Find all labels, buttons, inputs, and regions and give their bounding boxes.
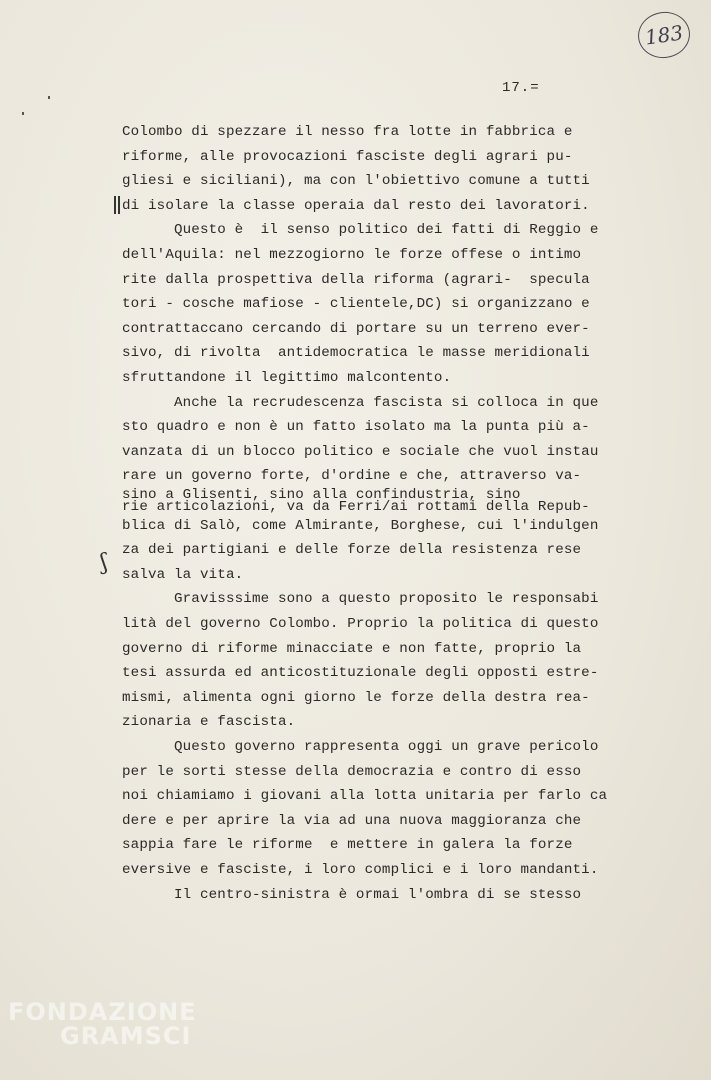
- text-line: za dei partigiani e delle forze della resistenza rese: [122, 542, 582, 559]
- text-line: blica di Salò, come Almirante, Borghese, cui l'indulgen: [122, 517, 599, 534]
- text-line: Gravisssime sono a questo proposito le responsabi: [122, 591, 599, 608]
- text-line: contrattaccano cercando di portare su un terreno ever-: [122, 320, 590, 337]
- text-line: governo di riforme minacciate e non fatte, proprio la: [122, 640, 582, 657]
- typed-text-body: [122, 120, 608, 907]
- archive-number: 183: [643, 20, 685, 50]
- page-number: 17.=: [502, 80, 540, 96]
- watermark-line-1: FONDAZIONE: [8, 998, 197, 1026]
- text-line: lità del governo Colombo. Proprio la politica di questo: [122, 616, 599, 633]
- archive-number-stamp: [635, 9, 693, 62]
- ink-speck: [48, 96, 50, 99]
- text-line: Il centro-sinistra è ormai l'ombra di se stesso: [122, 886, 582, 903]
- text-line: noi chiamiamo i giovani alla lotta unitaria per farlo ca: [122, 788, 608, 805]
- text-line: riforme, alle provocazioni fasciste degli agrari pu-: [122, 148, 573, 165]
- text-line: tori - cosche mafiose - clientele,DC) si organizzano e: [122, 296, 590, 313]
- margin-annotation: ʃ: [98, 549, 110, 576]
- text-line: Questo è il senso politico dei fatti di Reggio e: [122, 222, 599, 239]
- text-line: rare un governo forte, d'ordine e che, attraverso va-: [122, 468, 582, 485]
- text-line: rite dalla prospettiva della riforma (agrari- specula: [122, 271, 590, 288]
- text-line: tesi assurda ed anticostituzionale degli opposti estre-: [122, 665, 599, 682]
- margin-mark: [118, 196, 120, 214]
- watermark-logo: [8, 1000, 197, 1048]
- text-line: mismi, alimenta ogni giorno le forze della destra rea-: [122, 689, 590, 706]
- text-line: dell'Aquila: nel mezzogiorno le forze offese o intimo: [122, 246, 582, 263]
- text-line: di isolare la classe operaia dal resto dei lavoratori.: [122, 197, 590, 214]
- watermark-line-2: GRAMSCI: [60, 1022, 192, 1050]
- text-line: sto quadro e non è un fatto isolato ma la punta più a-: [122, 419, 590, 436]
- text-line: gliesi e siciliani), ma con l'obiettivo comune a tutti: [122, 173, 590, 190]
- text-line-insertion: sino a Glisenti, sino alla confindustria, sino: [122, 486, 521, 503]
- text-line: Anche la recrudescenza fascista si colloca in que: [122, 394, 599, 411]
- text-line: rie articolazioni, va da Ferri/ai rottami della Repub-: [122, 499, 590, 516]
- text-line: sappia fare le riforme e mettere in galera la forze: [122, 837, 573, 854]
- text-line: Colombo di spezzare il nesso fra lotte in fabbrica e: [122, 124, 573, 140]
- text-line: dere e per aprire la via ad una nuova maggioranza che: [122, 812, 582, 829]
- margin-mark: [114, 196, 116, 214]
- text-line: per le sorti stesse della democrazia e contro di esso: [122, 763, 582, 780]
- text-line: salva la vita.: [122, 566, 244, 583]
- ink-speck: [22, 112, 24, 115]
- text-line: zionaria e fascista.: [122, 714, 296, 731]
- text-line: sfruttandone il legittimo malcontento.: [122, 369, 452, 386]
- text-line: vanzata di un blocco politico e sociale che vuol instau: [122, 443, 599, 460]
- text-line: sivo, di rivolta antidemocratica le masse meridionali: [122, 345, 590, 362]
- text-line: eversive e fasciste, i loro complici e i loro mandanti.: [122, 862, 599, 878]
- text-line: Questo governo rappresenta oggi un grave pericolo: [122, 739, 599, 756]
